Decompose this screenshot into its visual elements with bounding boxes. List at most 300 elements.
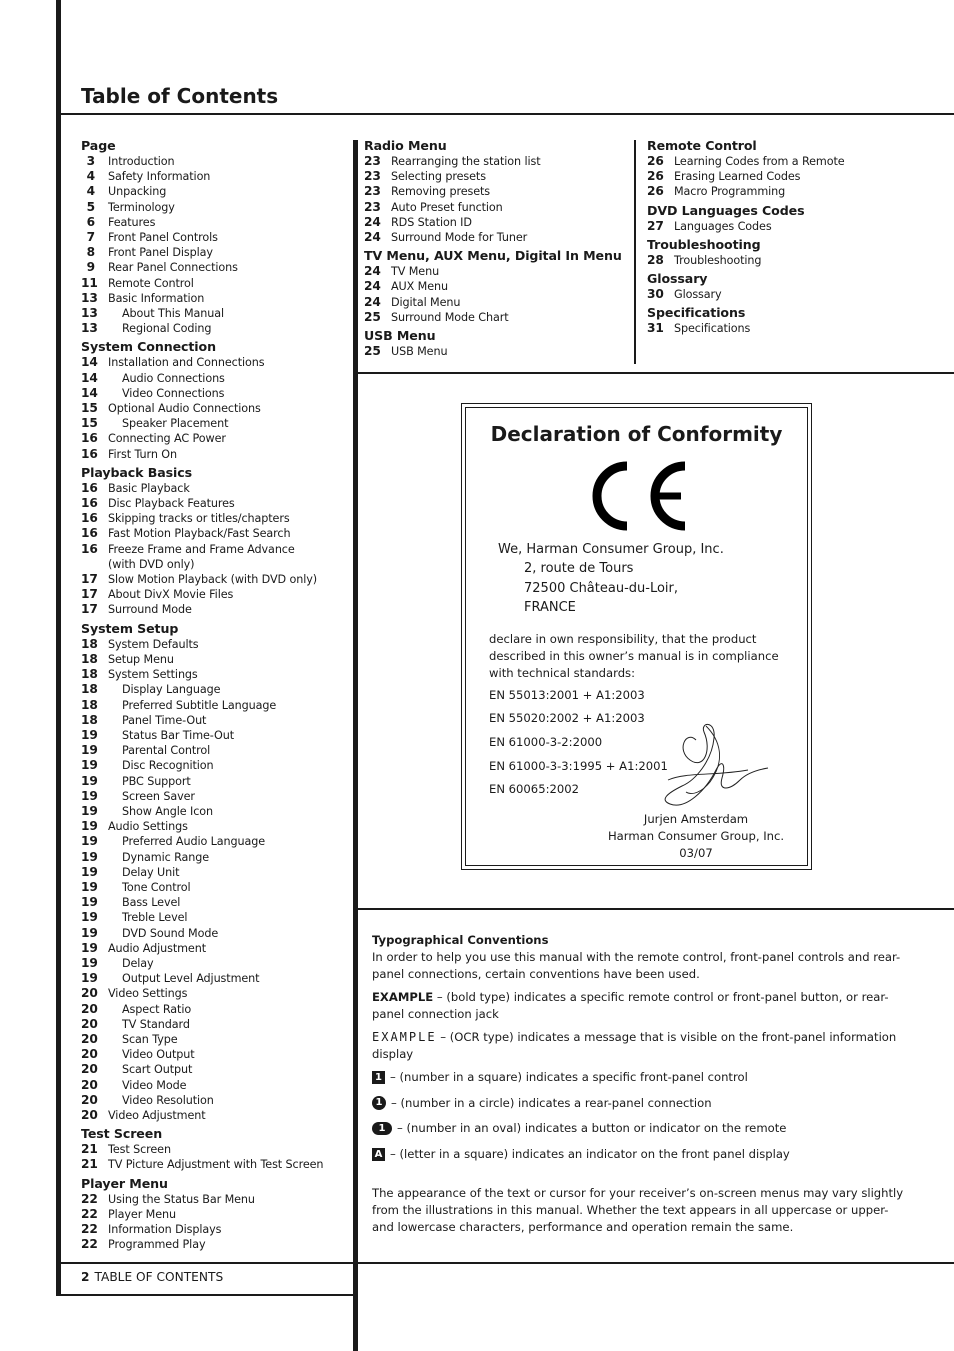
footer-page-number: 2: [81, 1270, 90, 1284]
toc-section-heading: Glossary: [647, 271, 708, 287]
toc-page-number: 22: [81, 1237, 98, 1252]
toc-entry-title: Parental Control: [122, 744, 211, 758]
toc-entry-title: Test Screen: [108, 1143, 171, 1157]
toc-page-number: 23: [364, 199, 381, 214]
toc-entry: [81, 401, 351, 416]
toc-entry: [81, 245, 351, 260]
toc-entry-title: About This Manual: [122, 307, 225, 321]
toc-entry-title: Information Displays: [108, 1223, 222, 1236]
toc-page-number: 22: [81, 1191, 98, 1206]
toc-entry-title: Connecting AC Power: [108, 432, 226, 446]
toc-entry: [81, 169, 351, 184]
ocr-convention: [372, 1029, 912, 1063]
toc-page-number: 13: [81, 306, 98, 321]
toc-section-heading: Remote Control: [647, 138, 757, 153]
toc-page-number: 20: [81, 1077, 98, 1092]
toc-entry-title: Fast Motion Playback/Fast Search: [108, 527, 291, 541]
toc-entry-title: Delay Unit: [122, 865, 180, 879]
toc-entry: [81, 652, 351, 667]
toc-entry: [81, 371, 351, 386]
toc-section-heading: Radio Menu: [364, 138, 447, 153]
toc-entry: [81, 971, 351, 986]
toc-page-number: 17: [81, 602, 98, 617]
toc-entry-title: Slow Motion Playback (with DVD only): [108, 573, 318, 587]
toc-entry-title: TV Menu: [391, 265, 440, 279]
toc-page-number: 20: [81, 1062, 98, 1077]
standard-4: EN 61000-3-3:1995 + A1:2001: [489, 759, 668, 773]
toc-entry: [81, 850, 351, 865]
toc-entry: [81, 602, 351, 617]
toc-page-number: 3: [86, 154, 95, 168]
letter-square-icon: A: [372, 1148, 385, 1161]
toc-entry-title: System Settings: [108, 668, 198, 682]
toc-entry-title: Front Panel Controls: [108, 231, 218, 245]
toc-entry: [81, 1222, 351, 1237]
toc-entry: [81, 1157, 351, 1172]
toc-entry-title: Terminology: [108, 200, 175, 214]
toc-entry: [81, 154, 351, 169]
toc-entry: [81, 496, 351, 511]
toc-entry-title: Disc Recognition: [122, 759, 214, 773]
standard-1: EN 55013:2001 + A1:2003: [489, 688, 645, 702]
toc-entry-title: Selecting presets: [391, 170, 486, 184]
declaration-top-rule: [358, 372, 954, 374]
toc-page-number: 19: [81, 849, 98, 864]
address-line-1: We, Harman Consumer Group, Inc.: [498, 542, 724, 557]
toc-entry-title: Using the Status Bar Menu: [108, 1192, 255, 1206]
toc-section-heading: System Setup: [81, 620, 179, 636]
toc-page-number: 23: [364, 169, 381, 184]
toc-entry: [81, 306, 351, 321]
toc-page-number: 23: [364, 154, 381, 168]
header-rule: [61, 113, 954, 115]
toc-entry: [81, 291, 351, 306]
toc-entry-title: Panel Time-Out: [122, 713, 207, 727]
toc-entry-title: Video Mode: [122, 1078, 187, 1092]
toc-page-number: 19: [81, 879, 98, 894]
toc-page-number: 19: [81, 727, 98, 742]
toc-entry: [81, 276, 351, 291]
declaration-box: [461, 403, 812, 870]
toc-entry: [81, 910, 351, 925]
toc-page-number: 23: [364, 184, 381, 199]
toc-entry: [647, 184, 947, 199]
toc-entry-title: PBC Support: [122, 774, 191, 788]
toc-page-number: 24: [364, 264, 381, 279]
toc-column-1: [81, 138, 351, 1252]
address-line-3: 72500 Château-du-Loir,: [524, 581, 679, 596]
footer-section: TABLE OF CONTENTS: [94, 1270, 224, 1284]
toc-entry: [81, 215, 351, 230]
toc-entry: [81, 926, 351, 941]
toc-section-heading: Test Screen: [81, 1126, 163, 1142]
toc-entry-title: Troubleshooting: [674, 253, 762, 267]
letter-convention: [372, 1146, 912, 1163]
toc-entry-title: Regional Coding: [122, 322, 212, 336]
toc-entry-title: Freeze Frame and Frame Advance: [108, 542, 295, 556]
toc-page-number: 16: [81, 526, 98, 541]
toc-page-number: 25: [364, 309, 381, 324]
toc-entry-title: Auto Preset function: [391, 200, 503, 214]
toc-entry-title: First Turn On: [108, 447, 177, 461]
toc-page-number: 8: [86, 245, 95, 260]
toc-entry-title: Features: [108, 215, 156, 229]
toc-entry: [81, 682, 351, 697]
toc-entry-title: Installation and Connections: [108, 356, 265, 370]
toc-page-number: 20: [81, 986, 98, 1001]
toc-page-number: 20: [81, 1016, 98, 1031]
toc-entry-title: Display Language: [122, 683, 221, 697]
toc-entry-title: Scart Output: [122, 1063, 193, 1077]
page-title: Table of Contents: [81, 84, 279, 108]
toc-entry-title: Speaker Placement: [122, 417, 229, 431]
toc-page-number: 19: [81, 743, 98, 758]
toc-page-number: 14: [81, 370, 98, 385]
toc-entry-title: Show Angle Icon: [122, 804, 214, 818]
signer-name: Jurjen Amsterdam: [643, 812, 749, 826]
typographical-conventions: [372, 932, 912, 1242]
toc-page-number: 26: [647, 169, 664, 184]
toc-page-number: 16: [81, 431, 98, 446]
declaration-statement: declare in own responsibility, that the product described in this owner’s manual is in compliance with technical standards:: [489, 632, 779, 680]
bold-convention: [372, 989, 912, 1023]
toc-entry-title: Unpacking: [108, 185, 167, 199]
declaration-date: 03/07: [679, 846, 713, 860]
square-desc: – (number in a square) indicates a specific front-panel control: [390, 1070, 748, 1084]
toc-column-3: [647, 138, 947, 336]
toc-page-number: 19: [81, 940, 98, 955]
toc-page-number: 18: [81, 636, 98, 651]
declaration-inner-frame: [465, 407, 808, 866]
toc-entry: [81, 880, 351, 895]
toc-entry-title: Video Resolution: [122, 1093, 214, 1107]
toc-entry-title: Delay: [122, 956, 154, 970]
signature-icon: [656, 720, 771, 810]
toc-entry-title: Rear Panel Connections: [108, 261, 238, 275]
toc-entry-title: Basic Playback: [108, 481, 190, 495]
toc-entry: [364, 344, 632, 359]
toc-entry-title: Macro Programming: [674, 185, 786, 199]
toc-page-number: 18: [81, 697, 98, 712]
toc-entry: [81, 895, 351, 910]
toc-entry: [81, 713, 351, 728]
toc-entry: [364, 264, 632, 279]
toc-entry: [81, 774, 351, 789]
toc-page-number: 16: [81, 496, 98, 511]
toc-page-number: 31: [647, 321, 664, 336]
toc-entry-title: Setup Menu: [108, 652, 174, 666]
toc-page-number: 13: [81, 290, 98, 305]
toc-entry: [364, 230, 632, 245]
toc-entry-title: Screen Saver: [122, 789, 195, 803]
toc-page-number: 24: [364, 279, 381, 294]
toc-entry: [81, 587, 351, 602]
address-line-4: FRANCE: [524, 600, 576, 615]
toc-page-number: 4: [86, 169, 95, 184]
toc-entry: [81, 526, 351, 541]
standard-5: EN 60065:2002: [489, 782, 579, 796]
toc-entry: [81, 986, 351, 1001]
toc-page-number: 18: [81, 667, 98, 682]
toc-section-heading: System Connection: [81, 339, 216, 355]
toc-entry: [81, 804, 351, 819]
toc-page-number: 19: [81, 925, 98, 940]
toc-page-number: 19: [81, 895, 98, 910]
toc-entry-title: Surround Mode Chart: [391, 310, 509, 324]
toc-page-number: 17: [81, 572, 98, 587]
toc-page-number: 22: [81, 1222, 98, 1236]
toc-entry: [81, 1078, 351, 1093]
footer-bottom-rule: [61, 1294, 353, 1296]
toc-entry-title: Surround Mode: [108, 603, 192, 617]
toc-entry-title: Disc Playback Features: [108, 497, 235, 511]
toc-page-number: 17: [81, 587, 98, 602]
toc-entry-title: Front Panel Display: [108, 246, 213, 260]
toc-entry: [81, 1002, 351, 1017]
toc-entry-title: Audio Settings: [108, 820, 188, 834]
toc-section-heading: Specifications: [647, 305, 746, 321]
toc-entry-title: Video Settings: [108, 987, 188, 1001]
toc-entry-title: Rearranging the station list: [391, 155, 541, 168]
toc-entry-title: Player Menu: [108, 1207, 176, 1221]
toc-entry-title: Dynamic Range: [122, 850, 210, 864]
toc-entry: [81, 819, 351, 834]
toc-entry-title: Scan Type: [122, 1032, 178, 1046]
toc-entry-title: About DivX Movie Files: [108, 588, 234, 602]
toc-page-number: 24: [364, 214, 381, 229]
toc-entry-title: Safety Information: [108, 170, 211, 184]
typography-bottom-rule: [358, 1262, 954, 1264]
toc-page-number: 20: [81, 1031, 98, 1046]
toc-entry: [81, 416, 351, 431]
bold-example: EXAMPLE: [372, 990, 434, 1004]
toc-page-number: 15: [81, 416, 98, 431]
toc-entry: [81, 728, 351, 743]
toc-entry: [81, 386, 351, 401]
toc-page-number: 19: [81, 788, 98, 803]
number-circle-icon: 1: [372, 1096, 386, 1110]
toc-page-number: 19: [81, 834, 98, 849]
toc-section-heading: TV Menu, AUX Menu, Digital In Menu: [364, 248, 622, 264]
toc-entry: [81, 1017, 351, 1032]
toc-page-number: 25: [364, 344, 381, 359]
toc-entry-title: DVD Sound Mode: [122, 926, 219, 940]
toc-page-number: 18: [81, 651, 98, 666]
toc-entry: [81, 321, 351, 336]
toc-section-heading: Player Menu: [81, 1175, 168, 1191]
toc-entry-title: Audio Connections: [122, 371, 225, 385]
toc-page-number: 19: [81, 758, 98, 773]
toc-page-number: 13: [81, 321, 98, 336]
toc-entry-title: Erasing Learned Codes: [674, 170, 801, 184]
toc-page-number: 5: [86, 199, 95, 214]
toc-entry: [364, 295, 632, 310]
toc-page-number: 19: [81, 773, 98, 788]
toc-page-number: 18: [81, 682, 98, 697]
standard-2: EN 55020:2002 + A1:2003: [489, 711, 645, 725]
toc-entry-title: Removing presets: [391, 185, 491, 199]
toc-entry: [364, 154, 632, 169]
toc-entry: [81, 637, 351, 652]
toc-entry-continuation: (with DVD only): [108, 557, 195, 571]
toc-entry-title: TV Picture Adjustment with Test Screen: [108, 1158, 324, 1172]
circle-desc: – (number in a circle) indicates a rear-panel connection: [391, 1095, 712, 1110]
toc-page-number: 19: [81, 910, 98, 925]
toc-page-number: 16: [81, 541, 98, 556]
toc-entry: [647, 154, 947, 169]
toc-column-2: [364, 138, 632, 359]
toc-entry-title: Output Level Adjustment: [122, 972, 260, 986]
toc-page-number: 4: [86, 184, 95, 199]
toc-entry: [81, 789, 351, 804]
toc-page-number: 7: [86, 230, 95, 245]
declaration-title: Declaration of Conformity: [490, 422, 783, 446]
toc-page-number: 19: [81, 955, 98, 970]
toc-entry-title: Languages Codes: [674, 219, 772, 233]
toc-section-heading: Troubleshooting: [647, 236, 761, 252]
toc-entry-title: Skipping tracks or titles/chapters: [108, 512, 290, 526]
toc-entry-title: Aspect Ratio: [122, 1002, 192, 1016]
toc-entry: [81, 1062, 351, 1077]
square-convention: [372, 1069, 912, 1086]
toc-page-number: 18: [81, 712, 98, 727]
toc-entry-title: Treble Level: [122, 911, 188, 925]
toc-entry: [81, 1207, 351, 1222]
toc-entry-title: RDS Station ID: [391, 215, 472, 229]
toc-entry: [81, 743, 351, 758]
toc-entry-title: Programmed Play: [108, 1238, 206, 1252]
toc-entry-title: Status Bar Time-Out: [122, 728, 235, 742]
toc-page-number: 19: [81, 864, 98, 879]
toc-page-number: 16: [81, 446, 98, 461]
toc-entry: [647, 287, 947, 302]
toc-section-heading: DVD Languages Codes: [647, 202, 805, 218]
toc-page-number: 6: [86, 214, 95, 229]
toc-entry: [81, 698, 351, 713]
toc-page-number: 22: [81, 1206, 98, 1221]
toc-entry-title: Tone Control: [122, 880, 191, 894]
toc-entry: [364, 200, 632, 215]
toc-entry: [81, 572, 351, 587]
typography-heading: Typographical Conventions: [372, 933, 549, 947]
toc-entry: [81, 542, 351, 557]
toc-section-heading: Page: [81, 138, 116, 153]
toc-entry: [81, 834, 351, 849]
toc-entry: [81, 355, 351, 370]
toc-entry: [81, 184, 351, 199]
toc-page-number: 24: [364, 230, 381, 245]
toc-page-number: 9: [86, 260, 95, 275]
toc-entry-title: Specifications: [674, 322, 751, 336]
toc-page-number: 26: [647, 184, 664, 199]
toc-entry: [81, 481, 351, 496]
toc-page-number: 11: [81, 275, 98, 290]
toc-entry-title: Digital Menu: [391, 295, 461, 309]
toc-page-number: 30: [647, 287, 664, 302]
toc-page-number: 20: [81, 1047, 98, 1062]
toc-page-number: 21: [81, 1142, 98, 1157]
toc-page-number: 19: [81, 803, 98, 818]
toc-entry-title: Preferred Subtitle Language: [122, 698, 277, 712]
toc-entry-title: Basic Information: [108, 291, 205, 305]
toc-section-heading: Playback Basics: [81, 464, 192, 480]
toc-entry: [81, 1093, 351, 1108]
toc-entry: [81, 1047, 351, 1062]
ce-mark-icon: [591, 460, 691, 532]
typography-intro: In order to help you use this manual with the remote control, front-panel controls and rear-panel connections, certain conventions have been used.: [372, 950, 901, 981]
toc-entry-title: USB Menu: [391, 345, 448, 359]
typography-closing: The appearance of the text or cursor for your receiver’s on-screen menus may vary slightly from the illustrations in this manual. Whether the text appears in all uppercase or upper- and lowercase characters, performance and operation remain the same.: [372, 1185, 904, 1234]
letter-desc: – (letter in a square) indicates an indicator on the front panel display: [390, 1146, 790, 1161]
page-footer: [81, 1270, 223, 1284]
toc-entry-title: Audio Adjustment: [108, 941, 206, 955]
address-line-2: 2, route de Tours: [524, 561, 634, 576]
toc-entry: [81, 431, 351, 446]
toc-entry: [647, 253, 947, 268]
toc-entry-title: Introduction: [108, 155, 175, 168]
toc-entry-title: Remote Control: [108, 276, 194, 290]
toc-page-number: 19: [81, 971, 98, 986]
toc-page-number: 27: [647, 218, 664, 233]
oval-desc: – (number in an oval) indicates a button or indicator on the remote: [397, 1121, 787, 1135]
toc-entry: [81, 200, 351, 215]
toc-page-number: 16: [81, 480, 98, 495]
toc-entry: [364, 184, 632, 199]
standard-3: EN 61000-3-2:2000: [489, 735, 603, 749]
toc-entry: [81, 865, 351, 880]
number-square-icon: 1: [372, 1071, 385, 1084]
toc-entry: [364, 215, 632, 230]
toc-page-number: 24: [364, 294, 381, 309]
column-divider-center: [353, 140, 358, 1351]
toc-entry-title: AUX Menu: [391, 280, 448, 294]
toc-entry: [81, 667, 351, 682]
toc-entry: [81, 1142, 351, 1157]
toc-entry-title: Learning Codes from a Remote: [674, 155, 845, 168]
toc-entry-title: Video Adjustment: [108, 1108, 206, 1122]
toc-entry-title: Optional Audio Connections: [108, 402, 261, 416]
toc-page-number: 14: [81, 385, 98, 400]
toc-entry: [81, 1237, 351, 1252]
toc-entry: [81, 758, 351, 773]
toc-entry: [81, 956, 351, 971]
toc-entry: [81, 230, 351, 245]
typography-top-rule: [358, 908, 954, 910]
toc-entry: [81, 447, 351, 462]
toc-entry: [81, 1108, 351, 1123]
toc-page-number: 21: [81, 1157, 98, 1172]
oval-convention: [372, 1120, 912, 1137]
toc-entry-title: System Defaults: [108, 637, 199, 651]
toc-section-heading: USB Menu: [364, 328, 436, 344]
toc-entry-title: Video Output: [122, 1048, 195, 1062]
left-margin-bar: [56, 0, 61, 1296]
bold-desc: – (bold type) indicates a specific remote control or front-panel button, or rear-panel connection jack: [372, 990, 889, 1021]
toc-page-number: 19: [81, 819, 98, 834]
toc-page-number: 14: [81, 355, 98, 370]
toc-page-number: 16: [81, 511, 98, 526]
toc-entry-title: Glossary: [674, 288, 722, 302]
column-divider-right: [634, 140, 636, 364]
toc-page-number: 26: [647, 154, 664, 168]
toc-entry-title: Video Connections: [122, 386, 225, 400]
signer-company: Harman Consumer Group, Inc.: [607, 829, 785, 843]
toc-entry: [364, 310, 632, 325]
toc-page-number: 28: [647, 252, 664, 267]
toc-entry-title: TV Standard: [122, 1017, 190, 1031]
toc-entry-title: Preferred Audio Language: [122, 835, 266, 849]
toc-entry: [647, 219, 947, 234]
